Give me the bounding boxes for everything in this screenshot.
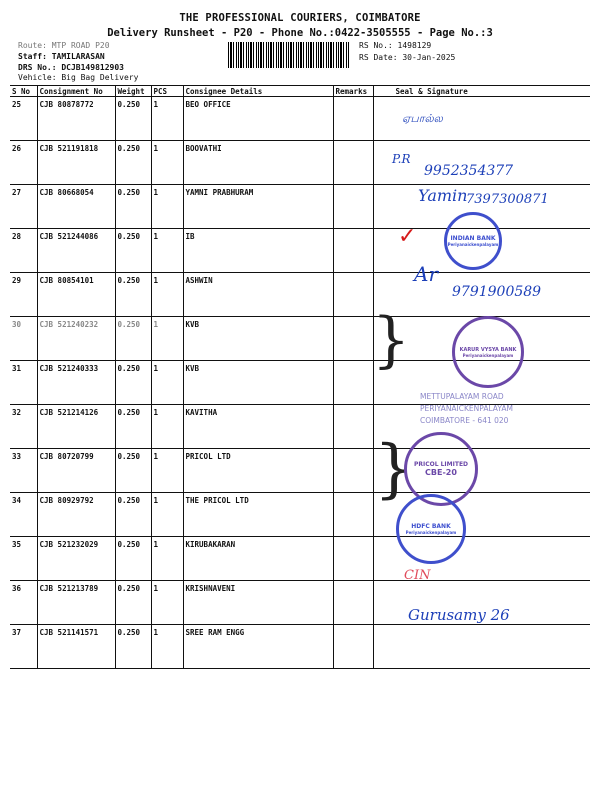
row-remarks [333,537,373,581]
row-consignment: CJB 80668054 [37,185,115,229]
indian-bank-stamp: INDIAN BANK Periyanaickenpalayam [444,212,502,270]
row-consignment: CJB 80929792 [37,493,115,537]
table-row [10,625,590,669]
table-header-row [10,86,590,97]
kvb-address-line3: COIMBATORE - 641 020 [420,416,509,425]
row-pcs: 1 [151,317,183,361]
row-sno: 35 [10,537,37,581]
row-remarks [333,449,373,493]
row-sno: 28 [10,229,37,273]
row-consignment: CJB 80720799 [37,449,115,493]
hdfc-stamp: HDFC BANK Periyanaickenpalayam [396,494,466,564]
route-label: Route: MTP ROAD P20 [18,41,110,50]
row-weight: 0.250 [115,449,151,493]
row-remarks [333,405,373,449]
row-sno: 27 [10,185,37,229]
row-pcs: 1 [151,141,183,185]
row-consignee: BEO OFFICE [183,97,333,141]
rs-number: RS No.: 1498129 [359,41,432,50]
row-consignment: CJB 521244086 [37,229,115,273]
row-consignment: CJB 521213789 [37,581,115,625]
brace-mark: } [374,432,415,506]
signature-row27-phone: 7397300871 [466,192,549,207]
check-mark-icon: ✓ [398,224,417,249]
row-sno: 33 [10,449,37,493]
col-pcs: PCS [151,86,183,97]
table-row [10,537,590,581]
row-pcs: 1 [151,361,183,405]
row-weight: 0.250 [115,185,151,229]
row-sno: 32 [10,405,37,449]
row-sno: 37 [10,625,37,669]
row-sno: 29 [10,273,37,317]
row-consignment: CJB 521214126 [37,405,115,449]
row-remarks [333,317,373,361]
signature-row26-initials: P.R [392,152,411,166]
signature-row29-mark: Ar [414,262,439,286]
row-remarks [333,97,373,141]
row-pcs: 1 [151,625,183,669]
runsheet-subtitle: Delivery Runsheet - P20 - Phone No.:0422-3505555 - Page No.:3 [107,27,493,39]
col-weight: Weight [115,86,151,97]
table-row [10,229,590,273]
table-row [10,449,590,493]
row-pcs: 1 [151,185,183,229]
drs-number: DRS No.: DCJB149812903 [18,63,124,72]
row-pcs: 1 [151,581,183,625]
row-weight: 0.250 [115,537,151,581]
row-sno: 30 [10,317,37,361]
row-pcs: 1 [151,405,183,449]
signature-row27-name: Yamin [418,186,468,205]
row-pcs: 1 [151,97,183,141]
row-pcs: 1 [151,537,183,581]
row-consignee: BOOVATHI [183,141,333,185]
col-consignee: Consignee Details [183,86,333,97]
row-consignment: CJB 521141571 [37,625,115,669]
row-remarks [333,493,373,537]
row-remarks [333,581,373,625]
row-consignee: ASHWIN [183,273,333,317]
row-sno: 25 [10,97,37,141]
row-weight: 0.250 [115,625,151,669]
row-consignment: CJB 80854101 [37,273,115,317]
row-remarks [333,185,373,229]
col-remarks: Remarks [333,86,373,97]
row-weight: 0.250 [115,229,151,273]
row-weight: 0.250 [115,317,151,361]
row-weight: 0.250 [115,493,151,537]
row-remarks [333,273,373,317]
row-weight: 0.250 [115,361,151,405]
kvb-stamp: KARUR VYSYA BANK Periyanaickenpalayam [452,316,524,388]
company-title: THE PROFESSIONAL COURIERS, COIMBATORE [179,12,421,24]
row-sno: 31 [10,361,37,405]
row-pcs: 1 [151,273,183,317]
brace-mark: } [372,305,411,375]
kvb-address-line2: PERIYANAICKENPALAYAM [420,404,513,413]
row-weight: 0.250 [115,405,151,449]
row-consignment: CJB 521232029 [37,537,115,581]
row-sno: 36 [10,581,37,625]
row-weight: 0.250 [115,97,151,141]
row-consignee: KVB [183,361,333,405]
row-remarks [333,229,373,273]
staff-label: Staff: TAMILARASAN [18,52,105,61]
row-consignment: CJB 80878772 [37,97,115,141]
kvb-address-line1: METTUPALAYAM ROAD [420,392,504,401]
table-row [10,97,590,141]
row-remarks [333,625,373,669]
row-weight: 0.250 [115,141,151,185]
row-consignee: PRICOL LTD [183,449,333,493]
signature-row36: CIN [404,568,431,583]
col-seal: Seal & Signature [373,86,590,97]
col-consignment: Consignment No [37,86,115,97]
row-consignee: IB [183,229,333,273]
row-seal [373,625,590,669]
vehicle-label: Vehicle: Big Bag Delivery [18,73,139,82]
row-sno: 34 [10,493,37,537]
row-pcs: 1 [151,229,183,273]
row-consignment: CJB 521240232 [37,317,115,361]
row-consignee: KVB [183,317,333,361]
row-consignment: CJB 521240333 [37,361,115,405]
row-pcs: 1 [151,493,183,537]
col-sno: S No [10,86,37,97]
row-weight: 0.250 [115,273,151,317]
row-remarks [333,141,373,185]
pricol-stamp: PRICOL LIMITED CBE-20 [404,432,478,506]
row-remarks [333,361,373,405]
signature-row25: ஏபால்ல [402,112,443,125]
row-consignee: THE PRICOL LTD [183,493,333,537]
signature-row37: Gurusamy 26 [408,606,510,624]
row-consignee: YAMNI PRABHURAM [183,185,333,229]
row-weight: 0.250 [115,581,151,625]
rs-date: RS Date: 30-Jan-2025 [359,53,456,62]
table-row [10,493,590,537]
row-consignee: KIRUBAKARAN [183,537,333,581]
row-consignee: KRISHNAVENI [183,581,333,625]
signature-row26-phone: 9952354377 [424,163,514,179]
row-sno: 26 [10,141,37,185]
row-consignee: KAVITHA [183,405,333,449]
row-consignment: CJB 521191818 [37,141,115,185]
row-consignee: SREE RAM ENGG [183,625,333,669]
row-pcs: 1 [151,449,183,493]
signature-row29-phone: 9791900589 [452,284,542,300]
barcode [228,42,350,68]
